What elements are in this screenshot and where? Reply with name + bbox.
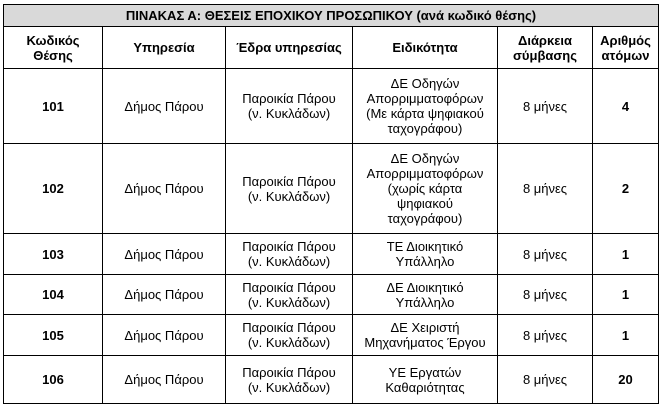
cell-specialty: ΤΕ Διοικητικό Υπάλληλο [353,234,498,275]
cell-code: 102 [4,144,103,234]
cell-code: 105 [4,315,103,356]
table-row [4,234,659,275]
cell-seat: Παροικία Πάρου (ν. Κυκλάδων) [226,356,353,404]
cell-count: 2 [593,144,659,234]
cell-seat: Παροικία Πάρου (ν. Κυκλάδων) [226,275,353,315]
cell-seat: Παροικία Πάρου (ν. Κυκλάδων) [226,144,353,234]
cell-specialty: ΔΕ Διοικητικό Υπάλληλο [353,275,498,315]
cell-duration: 8 μήνες [498,234,593,275]
table-row [4,356,659,404]
cell-count: 1 [593,315,659,356]
cell-specialty: ΔΕ Οδηγών Απορριμματοφόρων (χωρίς κάρτα ψηφιακού ταχογράφου) [353,144,498,234]
table-row [4,275,659,315]
cell-count: 1 [593,275,659,315]
cell-code: 104 [4,275,103,315]
cell-duration: 8 μήνες [498,69,593,144]
cell-seat: Παροικία Πάρου (ν. Κυκλάδων) [226,234,353,275]
cell-code: 103 [4,234,103,275]
table-row [4,144,659,234]
cell-specialty: ΥΕ Εργατών Καθαριότητας [353,356,498,404]
cell-service: Δήμος Πάρου [103,69,226,144]
cell-specialty: ΔΕ Χειριστή Μηχανήματος Έργου [353,315,498,356]
cell-service: Δήμος Πάρου [103,315,226,356]
header-seat: Έδρα υπηρεσίας [226,27,353,69]
cell-seat: Παροικία Πάρου (ν. Κυκλάδων) [226,315,353,356]
cell-service: Δήμος Πάρου [103,275,226,315]
header-code: Κωδικός Θέσης [4,27,103,69]
cell-code: 106 [4,356,103,404]
cell-service: Δήμος Πάρου [103,144,226,234]
header-duration: Διάρκεια σύμβασης [498,27,593,69]
cell-duration: 8 μήνες [498,275,593,315]
table-row [4,69,659,144]
table-title: ΠΙΝΑΚΑΣ Α: ΘΕΣΕΙΣ ΕΠΟΧΙΚΟΥ ΠΡΟΣΩΠΙΚΟΥ (ανά κωδικό θέσης) [4,5,659,27]
cell-count: 20 [593,356,659,404]
cell-service: Δήμος Πάρου [103,234,226,275]
cell-service: Δήμος Πάρου [103,356,226,404]
cell-seat: Παροικία Πάρου (ν. Κυκλάδων) [226,69,353,144]
cell-code: 101 [4,69,103,144]
header-service: Υπηρεσία [103,27,226,69]
cell-specialty: ΔΕ Οδηγών Απορριμματοφόρων (Με κάρτα ψηφιακού ταχογράφου) [353,69,498,144]
cell-duration: 8 μήνες [498,315,593,356]
table-title-row [4,5,659,27]
header-specialty: Ειδικότητα [353,27,498,69]
cell-duration: 8 μήνες [498,144,593,234]
cell-duration: 8 μήνες [498,356,593,404]
cell-count: 4 [593,69,659,144]
seasonal-staff-table [3,4,659,404]
table-header-row [4,27,659,69]
header-count: Αριθμός ατόμων [593,27,659,69]
table-row [4,315,659,356]
cell-count: 1 [593,234,659,275]
